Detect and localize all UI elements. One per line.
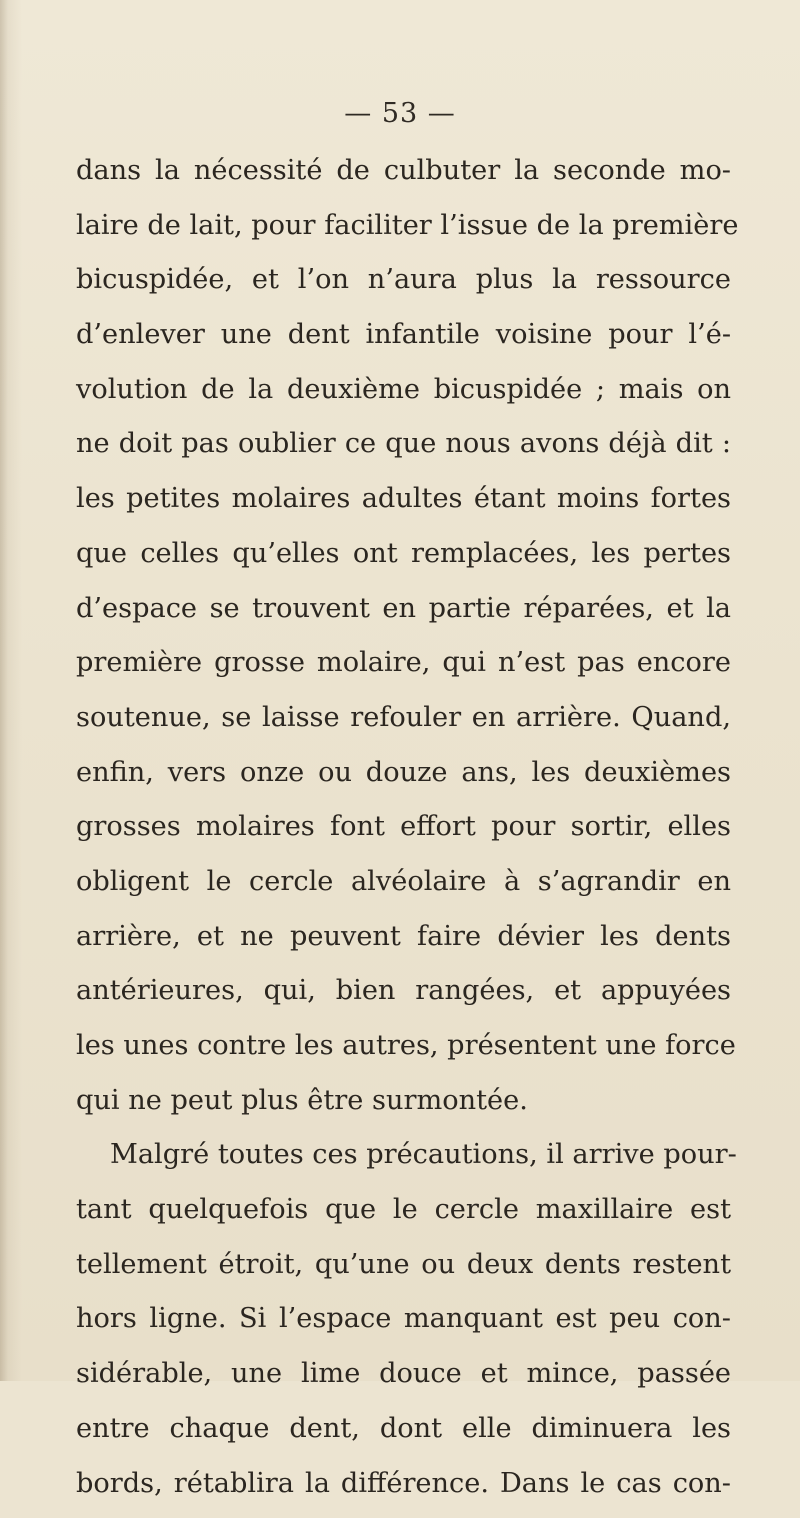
text-line: les petites molaires adultes étant moins fortes [76, 479, 731, 534]
text-line: première grosse molaire, qui n’est pas encore [76, 643, 731, 698]
text-line: que celles qu’elles ont remplacées, les pertes [76, 534, 731, 589]
text-line: dans la nécessité de culbuter la seconde mo- [76, 151, 731, 206]
text-line: laire de lait, pour faciliter l’issue de la première [76, 206, 731, 261]
body-text [76, 151, 731, 1518]
text-line: ne doit pas oublier ce que nous avons déjà dit : [76, 424, 731, 479]
text-line: bicuspidée, et l’on n’aura plus la ressource [76, 260, 731, 315]
paragraph-end-line: qui ne peut plus être surmontée. [76, 1081, 731, 1136]
text-line: enfin, vers onze ou douze ans, les deuxièmes [76, 753, 731, 808]
text-line: soutenue, se laisse refouler en arrière. Quand, [76, 698, 731, 753]
page-number: — 53 — [0, 98, 800, 129]
text-line: tellement étroit, qu’une ou deux dents restent [76, 1245, 731, 1300]
text-line: entre chaque dent, dont elle diminuera les [76, 1409, 731, 1464]
text-line: sidérable, une lime douce et mince, passée [76, 1354, 731, 1409]
text-line: volution de la deuxième bicuspidée ; mais on [76, 370, 731, 425]
text-line: d’espace se trouvent en partie réparées, et la [76, 589, 731, 644]
text-line: obligent le cercle alvéolaire à s’agrandir en [76, 862, 731, 917]
text-line: tant quelquefois que le cercle maxillaire est [76, 1190, 731, 1245]
text-line: hors ligne. Si l’espace manquant est peu con- [76, 1299, 731, 1354]
text-line: arrière, et ne peuvent faire dévier les dents [76, 917, 731, 972]
text-line: grosses molaires font effort pour sortir, elles [76, 807, 731, 862]
text-line: les unes contre les autres, présentent une force [76, 1026, 731, 1081]
text-line: bords, rétablira la différence. Dans le cas con- [76, 1464, 731, 1518]
text-line: d’enlever une dent infantile voisine pour l’é- [76, 315, 731, 370]
text-line: antérieures, qui, bien rangées, et appuyées [76, 971, 731, 1026]
paragraph-start-line: Malgré toutes ces précautions, il arrive pour- [76, 1135, 731, 1190]
